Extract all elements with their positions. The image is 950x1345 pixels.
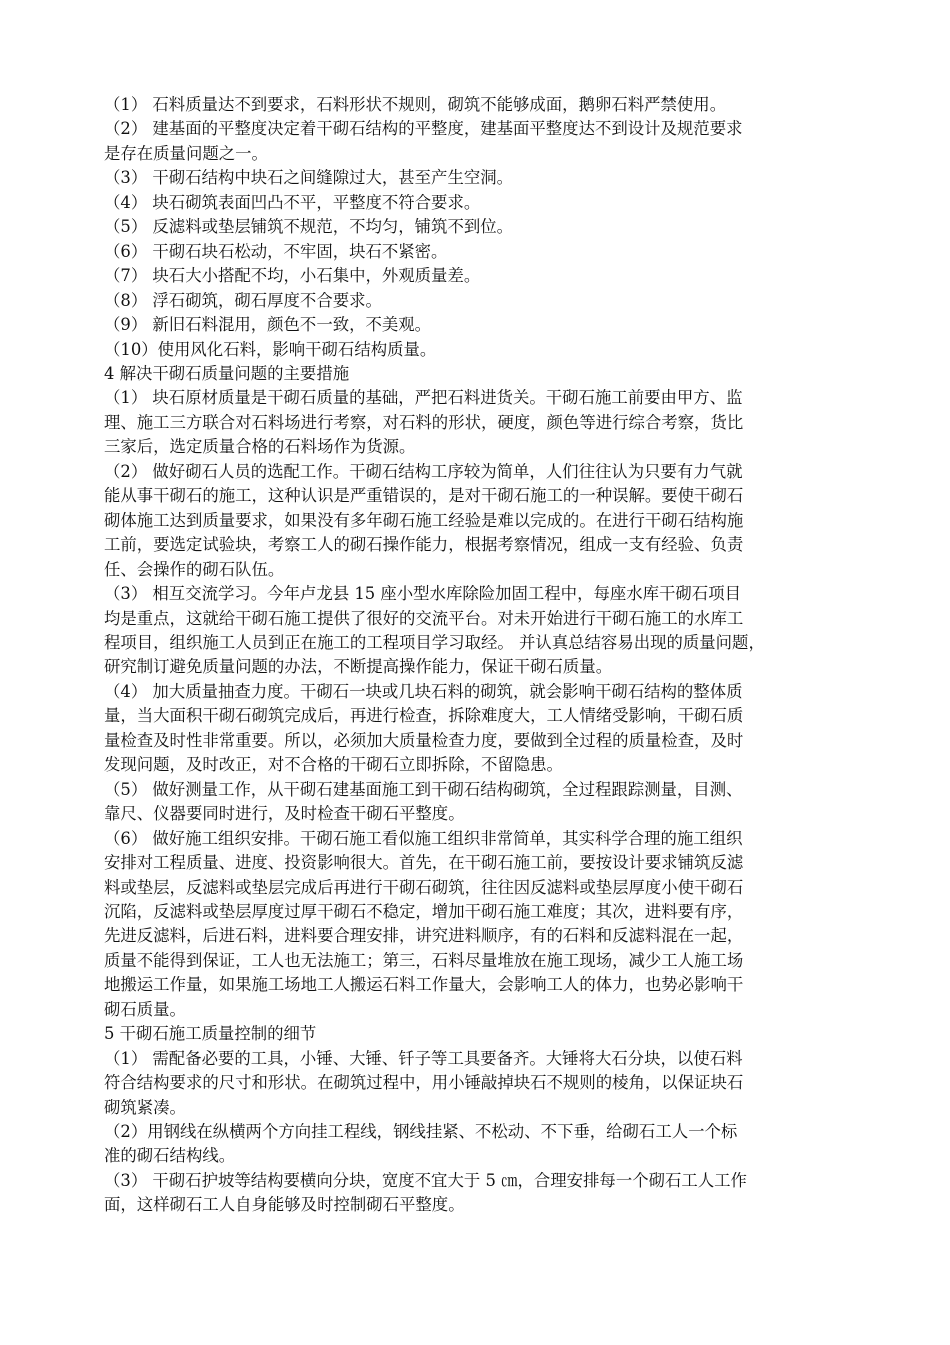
text-line: 准的砌石结构线。 <box>104 1146 236 1166</box>
text-line: （1） 石料质量达不到要求，石料形状不规则，砌筑不能够成面，鹅卵石料严禁使用。 <box>104 95 727 114</box>
text-line: 地搬运工作量，如果施工场地工人搬运石料工作量大，会影响工人的体力，也势必影响干 <box>104 975 744 995</box>
text-line: 发现问题，及时改正，对不合格的干砌石立即拆除，不留隐患。 <box>104 755 563 775</box>
text-line: （2） 建基面的平整度决定着干砌石结构的平整度，建基面平整度达不到设计及规范要求 <box>104 119 743 139</box>
text-line: （1） 需配备必要的工具，小锤、大锤、钎子等工具要备齐。大锤将大石分块，以使石料 <box>104 1048 743 1068</box>
text-line: 能从事干砌石的施工，这种认识是严重错误的，是对干砌石施工的一种误解。要使干砌石 <box>104 486 744 506</box>
text-line: （9） 新旧石料混用，颜色不一致，不美观。 <box>104 315 432 335</box>
text-line: 砌筑紧凑。 <box>104 1097 186 1117</box>
text-line: 理、施工三方联合对石料场进行考察，对石料的形状，硬度，颜色等进行综合考察，货比 <box>104 412 744 432</box>
text-line: 靠尺、仪器要同时进行，及时检查干砌石平整度。 <box>104 804 465 824</box>
text-line: 砌石质量。 <box>104 999 186 1019</box>
text-line: 研究制订避免质量问题的办法，不断提高操作能力，保证干砌石质量。 <box>104 657 613 677</box>
text-line: （10）使用风化石料，影响干砌石结构质量。 <box>104 339 437 359</box>
section5-heading: 5 干砌石施工质量控制的细节 <box>104 1024 317 1044</box>
text-line: 安排对工程质量、进度、投资影响很大。首先，在干砌石施工前，要按设计要求铺筑反滤 <box>104 853 744 873</box>
text-line: 程项目，组织施工人员到正在施工的工程项目学习取经。 并认真总结容易出现的质量问题， <box>104 632 765 652</box>
text-line: （2）用钢线在纵横两个方向挂工程线，钢线挂紧、不松动、不下垂，给砌石工人一个标 <box>104 1122 738 1142</box>
section5-details <box>104 1047 844 1218</box>
text-line: 量，当大面积干砌石砌筑完成后，再进行检查，拆除难度大，工人情绪受影响，干砌石质 <box>104 706 744 726</box>
text-line: 工前，要选定试验块，考察工人的砌石操作能力，根据考察情况，组成一支有经验、负责 <box>104 535 744 555</box>
text-line: （2） 做好砌石人员的选配工作。干砌石结构工序较为简单，人们往往认为只要有力气就 <box>104 461 743 481</box>
text-line: 均是重点，这就给干砌石施工提供了很好的交流平台。对未开始进行干砌石施工的水库工 <box>104 608 744 628</box>
text-line: 三家后，选定质量合格的石料场作为货源。 <box>104 437 416 457</box>
text-line: 任、会操作的砌石队伍。 <box>104 559 285 579</box>
text-line: （3） 干砌石结构中块石之间缝隙过大，甚至产生空洞。 <box>104 168 514 188</box>
text-line: （8） 浮石砌筑，砌石厚度不合要求。 <box>104 290 382 310</box>
text-line: （5） 反滤料或垫层铺筑不规范，不均匀，铺筑不到位。 <box>104 217 514 237</box>
text-line: 是存在质量问题之一。 <box>104 143 268 163</box>
text-line: （5） 做好测量工作，从干砌石建基面施工到干砌石结构砌筑，全过程跟踪测量，目测、 <box>104 779 743 799</box>
document-body <box>104 93 844 1218</box>
text-line: 砌体施工达到质量要求，如果没有多年砌石施工经验是难以完成的。在进行干砌石结构施 <box>104 510 744 530</box>
text-line: （4） 块石砌筑表面凹凸不平，平整度不符合要求。 <box>104 192 481 212</box>
text-line: 料或垫层，反滤料或垫层完成后再进行干砌石砌筑，往往因反滤料或垫层厚度小使干砌石 <box>104 877 744 897</box>
text-line: 量检查及时性非常重要。所以，必须加大质量检查力度，要做到全过程的质量检查，及时 <box>104 730 744 750</box>
text-line: （7） 块石大小搭配不均，小石集中，外观质量差。 <box>104 266 481 286</box>
text-line: （6） 干砌石块石松动，不牢固，块石不紧密。 <box>104 241 448 261</box>
section4-heading: 4 解决干砌石质量问题的主要措施 <box>104 363 350 383</box>
text-line: 先进反滤料，后进石料，进料要合理安排，讲究进料顺序，有的石料和反滤料混在一起， <box>104 926 744 946</box>
text-line: （3） 干砌石护坡等结构要横向分块，宽度不宜大于 5 ㎝，合理安排每一个砌石工人工作 <box>104 1170 747 1190</box>
text-line: 沉陷，反滤料或垫层厚度过厚干砌石不稳定，增加干砌石施工难度；其次，进料要有序， <box>104 901 744 921</box>
text-line: 面，这样砌石工人自身能够及时控制砌石平整度。 <box>104 1195 465 1215</box>
section3-problem-list <box>104 93 844 362</box>
text-line: 符合结构要求的尺寸和形状。在砌筑过程中，用小锤敲掉块石不规则的棱角，以保证块石 <box>104 1073 744 1093</box>
text-line: （3） 相互交流学习。今年卢龙县 15 座小型水库除险加固工程中，每座水库干砌石项目 <box>104 584 741 604</box>
text-line: （6） 做好施工组织安排。干砌石施工看似施工组织非常简单，其实科学合理的施工组织 <box>104 828 743 848</box>
text-line: （4） 加大质量抽查力度。干砌石一块或几块石料的砌筑，就会影响干砌石结构的整体质 <box>104 681 743 701</box>
text-line: （1） 块石原材质量是干砌石质量的基础，严把石料进货关。干砌石施工前要由甲方、监 <box>104 388 743 408</box>
section4-measures <box>104 386 844 1022</box>
text-line: 质量不能得到保证，工人也无法施工；第三，石料尽量堆放在施工现场，减少工人施工场 <box>104 950 744 970</box>
